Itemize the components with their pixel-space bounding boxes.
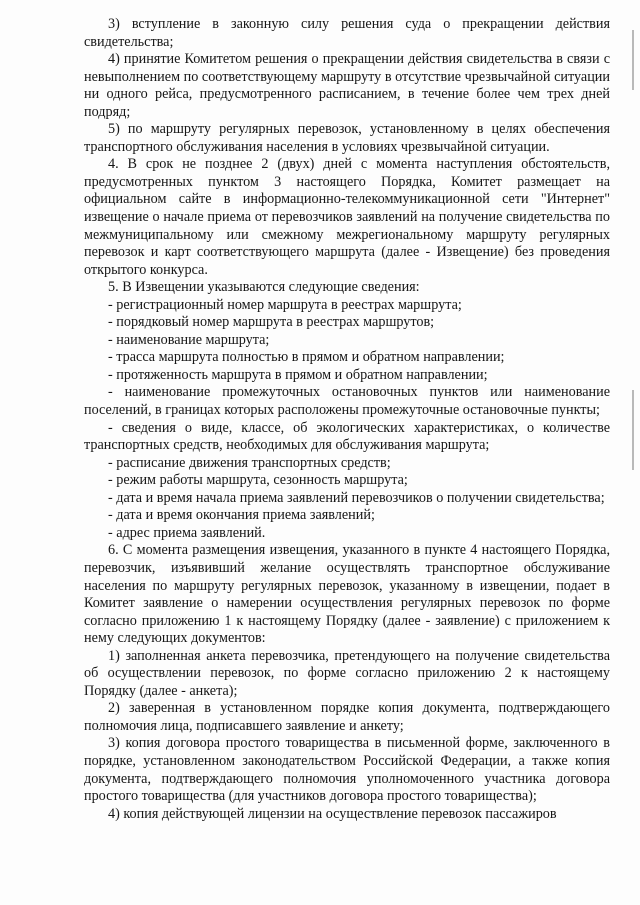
list-item: - наименование маршрута; <box>108 331 270 348</box>
list-item: - трасса маршрута полностью в прямом и обратном направлении; <box>108 349 505 366</box>
list-item: - регистрационный номер маршрута в реестрах маршрута; <box>108 296 462 313</box>
list-item: - расписание движения транспортных средств; <box>108 454 391 471</box>
list-item: - порядковый номер маршрута в реестрах маршрутов; <box>108 314 435 331</box>
list-item: - дата и время окончания приема заявлений; <box>108 507 375 524</box>
list-item: - режим работы маршрута, сезонность маршрута; <box>108 472 408 489</box>
list-item: 4) копия действующей лицензии на осуществление перевозок пассажиров <box>108 805 557 822</box>
paragraph: 4. В срок не позднее 2 (двух) дней с момента наступления обстоятельств, предусмотренных пунктом 3 настоящего Порядка, Комитет размещает на официальном сайте в информационно-телекоммуникационной сети "Интернет" извещение о начале приема от перевозчиков заявлений на получение свидетельства по межмуниципальному или смежному межрегиональному маршруту регулярных перевозок и карт соответствующего маршрута (далее - Извещение) без проведения открытого конкурса. <box>84 156 610 278</box>
list-item: 1) заполненная анкета перевозчика, претендующего на получение свидетельства об осуществлении перевозок, по форме согласно приложению 2 к настоящему Порядку (далее - анкета); <box>84 647 610 699</box>
document-body <box>84 16 610 823</box>
paragraph: 5) по маршруту регулярных перевозок, установленному в целях обеспечения транспортного обслуживания населения в условиях чрезвычайной ситуации. <box>84 121 610 155</box>
list-item: - наименование промежуточных остановочных пунктов или наименование поселений, в границах которых расположены промежуточные остановочные пункты; <box>84 384 610 419</box>
paragraph: 3) вступление в законную силу решения суда о прекращении действия свидетельства; <box>84 16 610 50</box>
paragraph: 6. С момента размещения извещения, указанного в пункте 4 настоящего Порядка, перевозчик, изъявивший желание осуществлять транспортное обслуживание населения по маршруту регулярных перевозок, указанному в извещении, подает в Комитет заявление о намерении осуществления регулярных перевозок по форме согласно приложению 1 к настоящему Порядку (далее - заявление) с приложением к нему следующих документов: <box>84 542 610 647</box>
list-item: - адрес приема заявлений. <box>108 524 266 541</box>
list-item: - сведения о виде, классе, об экологических характеристиках, о количестве транспортных средств, необходимых для обслуживания маршрута; <box>84 419 610 454</box>
list-item: 2) заверенная в установленном порядке копия документа, подтверждающего полномочия лица, подписавшего заявление и анкету; <box>84 700 610 734</box>
list-item: - дата и время начала приема заявлений перевозчиков о получении свидетельства; <box>108 489 605 506</box>
list-item: - протяженность маршрута в прямом и обратном направлении; <box>108 366 488 383</box>
scan-edge-mark <box>632 30 634 90</box>
paragraph: 4) принятие Комитетом решения о прекращении действия свидетельства в связи с невыполнением по соответствующему маршруту в отсутствие чрезвычайной ситуации ни одного рейса, предусмотренного расписанием, в течение более чем трех дней подряд; <box>84 51 610 120</box>
scan-edge-mark <box>632 390 634 470</box>
list-item: 3) копия договора простого товарищества в письменной форме, заключенного в порядке, установленном законодательством Российской Федерации, а также копия документа, подтверждающего полномочия уполномоченного участника договора простого товарищества (для участников договора простого товарищества); <box>84 735 610 805</box>
paragraph: 5. В Извещении указываются следующие сведения: <box>108 279 420 296</box>
